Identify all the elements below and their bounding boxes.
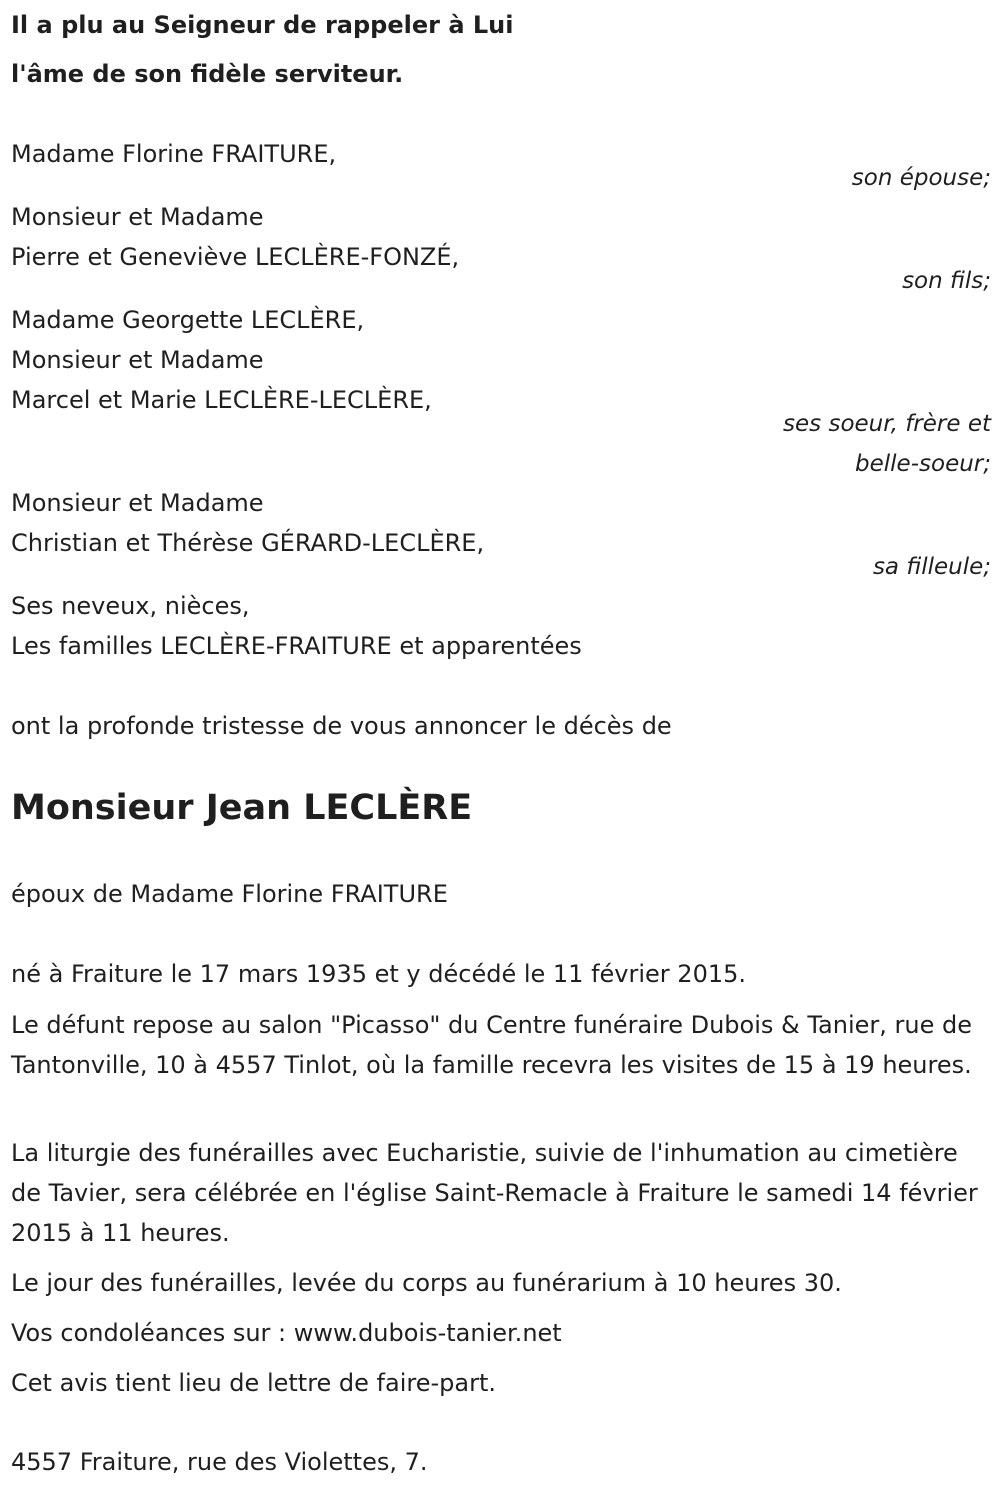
family-group3-relation-line1: ses soeur, frère et bbox=[783, 411, 991, 437]
family-group3-line3: Marcel et Marie LECLÈRE-LECLÈRE, bbox=[11, 386, 432, 414]
family-group3-relation-line2: belle-soeur; bbox=[855, 451, 991, 477]
intro-line-2: l'âme de son fidèle serviteur. bbox=[11, 60, 404, 88]
address: 4557 Fraiture, rue des Violettes, 7. bbox=[11, 1448, 428, 1476]
family-group1-line1: Madame Florine FRAITURE, bbox=[11, 140, 337, 168]
family-group2-line2: Pierre et Geneviève LECLÈRE-FONZÉ, bbox=[11, 243, 460, 271]
family-group5-line2: Les familles LECLÈRE-FRAITURE et apparentées bbox=[11, 632, 582, 660]
birth-death: né à Fraiture le 17 mars 1935 et y décédé le 11 février 2015. bbox=[11, 960, 746, 988]
family-group1-relation: son épouse; bbox=[851, 165, 991, 191]
family-group2-line1: Monsieur et Madame bbox=[11, 203, 264, 231]
deceased-spouse: époux de Madame Florine FRAITURE bbox=[11, 880, 448, 908]
family-group5-line1: Ses neveux, nièces, bbox=[11, 592, 250, 620]
deceased-name: Monsieur Jean LECLÈRE bbox=[11, 788, 473, 828]
levee-du-corps: Le jour des funérailles, levée du corps au funérarium à 10 heures 30. bbox=[11, 1269, 842, 1297]
condolences: Vos condoléances sur : www.dubois-tanier.net bbox=[11, 1319, 562, 1347]
announcement: ont la profonde tristesse de vous annoncer le décès de bbox=[11, 712, 672, 740]
family-group3-line1: Madame Georgette LECLÈRE, bbox=[11, 306, 365, 334]
family-group3-line2: Monsieur et Madame bbox=[11, 346, 264, 374]
family-group4-line1: Monsieur et Madame bbox=[11, 489, 264, 517]
family-group4-line2: Christian et Thérèse GÉRARD-LECLÈRE, bbox=[11, 529, 485, 557]
rest-location: Le défunt repose au salon "Picasso" du Centre funéraire Dubois & Tanier, rue de Tantonville, 10 à 4557 Tinlot, où la famille recevra les visites de 15 à 19 heures. bbox=[11, 1011, 972, 1079]
notice: Cet avis tient lieu de lettre de faire-part. bbox=[11, 1369, 496, 1397]
liturgy: La liturgie des funérailles avec Eucharistie, suivie de l'inhumation au cimetière de Tavier, sera célébrée en l'église Saint-Remacle à Fraiture le samedi 14 février 2015 à 11 heures. bbox=[11, 1139, 978, 1247]
family-group4-relation: sa filleule; bbox=[872, 554, 991, 580]
family-group2-relation: son fils; bbox=[902, 268, 991, 294]
intro-line-1: Il a plu au Seigneur de rappeler à Lui bbox=[11, 11, 514, 39]
